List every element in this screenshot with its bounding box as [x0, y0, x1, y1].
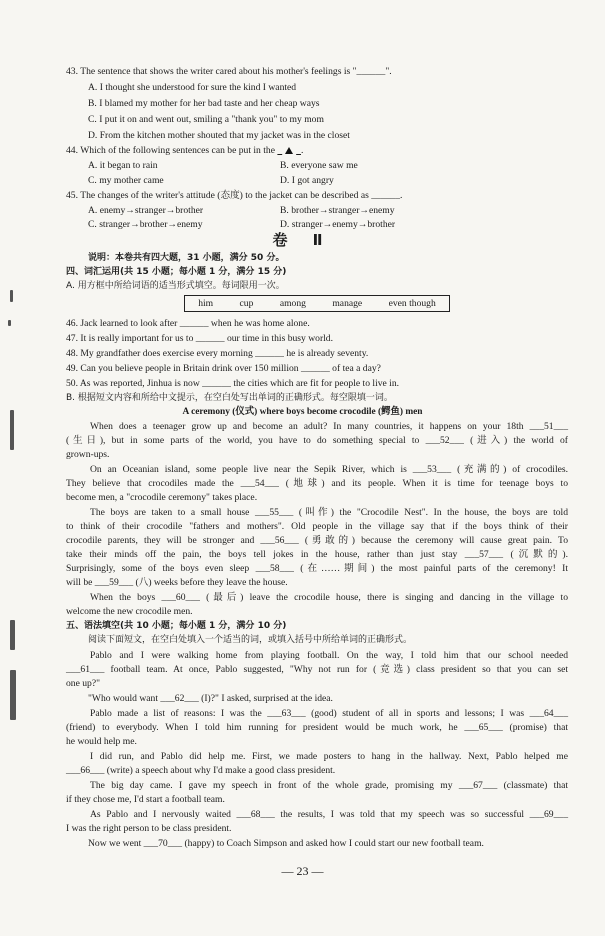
word-box-item: manage	[332, 298, 363, 309]
passage-line: ___66___ (write) a speech about why I'd make a good class president.	[66, 765, 336, 776]
q44-option-c: C. my mother came	[88, 175, 164, 186]
word-box-item: cup	[239, 298, 254, 309]
q44-stem: 44. Which of the following sentences can be put in the .	[66, 145, 304, 156]
passage-title: A ceremony (仪式) where boys become crocodile (鳄鱼) men	[182, 407, 423, 417]
q46: 46. Jack learned to look after ______ when he was home alone.	[66, 318, 310, 329]
passage-line: take their minds off the pain, the boys tell jokes in the house, rather than just stay ___57___ (沉默的).	[66, 549, 568, 560]
passage-line: to think of their crocodile "fathers and mothers". Old people in the village say that if the boys think of their	[66, 521, 568, 532]
passage-line: he would help me.	[66, 736, 137, 747]
passage-line: I was the right person to be class president.	[66, 823, 232, 834]
q45-option-c: C. stranger→brother→enemy	[88, 219, 203, 230]
q49: 49. Can you believe people in Britain drink over 150 million ______ of tea a day?	[66, 363, 381, 374]
part4-b-instruction: B. 根据短文内容和所给中文提示，在空白处写出单词的正确形式。每空限填一词。	[66, 393, 393, 403]
q43-option-a: A. I thought she understood for sure the kind I wanted	[88, 82, 297, 93]
passage-line: crocodile parents, they will be stronger and ___56___ (勇敢的) because the ceremony will cause great pain. To	[66, 535, 568, 546]
passage-line: become men, a "crocodile ceremony" takes place.	[66, 492, 258, 503]
section-note: 说明：本卷共有四大题，31 小题，满分 50 分。	[88, 253, 285, 263]
part4-header: 四、词汇运用(共 15 小题；每小题 1 分，满分 15 分)	[66, 267, 287, 277]
q44-option-a: A. it began to rain	[88, 160, 158, 171]
passage-line: They believe that crocodiles made the ___54___ (地球) and its people. When it is time for teenage boys to	[66, 478, 568, 489]
passage-line: ___61___ football team. At once, Pablo suggested, "Why not run for (竞选) class president so that you can set	[66, 664, 568, 675]
part4-a-instruction: A. 用方框中所给词语的适当形式填空。每词限用一次。	[66, 281, 285, 291]
word-box-item: even though	[388, 298, 436, 309]
q45-stem: 45. The changes of the writer's attitude (态度) to the jacket can be described as ______.	[66, 190, 403, 201]
q50: 50. As was reported, Jinhua is now ______ the cities which are fit for people to live in.	[66, 378, 400, 389]
q43-option-d: D. From the kitchen mother shouted that my jacket was in the closet	[88, 130, 350, 141]
q47: 47. It is really important for us to ______ our time in this busy world.	[66, 333, 333, 344]
passage-line: I did run, and Pablo did help me. First, we made posters to hang in the hallway. Next, Pablo helped me	[90, 751, 568, 762]
q48: 48. My grandfather does exercise every morning ______ he is already seventy.	[66, 348, 369, 359]
passage-line: if they chose me, I'd start a football team.	[66, 794, 225, 805]
passage-line: Pablo made a list of reasons: I was the ___63___ (good) student of all in sports and lessons; I was ___64___	[90, 708, 568, 719]
passage-line: As Pablo and I nervously waited ___68___ the results, I was told that my speech was so successful ___69___	[90, 809, 568, 820]
q43-stem: 43. The sentence that shows the writer cared about his mother's feelings is "______".	[66, 66, 392, 77]
q45-option-a: A. enemy→stranger→brother	[88, 205, 204, 216]
q44-option-d: D. I got angry	[280, 175, 334, 186]
q43-option-c: C. I put it on and went out, smiling a "thank you" to my mom	[88, 114, 324, 125]
q43-option-b: B. I blamed my mother for her bad taste and her cheap ways	[88, 98, 320, 109]
passage-line: On an Oceanian island, some people live near the Sepik River, which is ___53___ (充满的) of crocodiles.	[90, 464, 568, 475]
triangle-blank-icon	[285, 147, 293, 154]
word-box-item: him	[198, 298, 214, 309]
q44-option-b: B. everyone saw me	[280, 160, 358, 171]
passage-line: When does a teenager grow up and become an adult? In many countries, it happens on your 18th ___51___	[90, 421, 568, 432]
passage-line: Pablo and I were walking home from playing football. On the way, I told him that our school needed	[90, 650, 568, 661]
section-title: 卷 Ⅱ	[272, 231, 333, 249]
passage-line: one up?"	[66, 678, 101, 689]
page-number: — 23 —	[281, 864, 324, 878]
q45-option-d: D. stranger→enemy→brother	[280, 219, 396, 230]
passage-line: grown-ups.	[66, 449, 110, 460]
passage-line: Surprisingly, some of the boys even sleep ___58___ (在……期间) the most painful parts of the ceremony! It	[66, 563, 568, 574]
passage-line: "Who would want ___62___ (I)?" I asked, surprised at the idea.	[88, 693, 333, 704]
passage-line: When the boys ___60___ (最后) leave the crocodile house, there is singing and dancing in the village to	[90, 592, 568, 603]
passage-line: The big day came. I gave my speech in front of the whole grade, promising my ___67___ (classmate) that	[90, 780, 568, 791]
passage-line: Now we went ___70___ (happy) to Coach Simpson and asked how I could start our new football team.	[88, 838, 484, 849]
binding-marks	[10, 290, 20, 730]
passage-line: will be ___59___ (八) weeks before they leave the house.	[66, 577, 288, 588]
word-box	[184, 295, 450, 312]
passage-line: welcome the new crocodile men.	[66, 606, 193, 617]
word-box-item: among	[279, 298, 306, 309]
passage-line: (friend) to everybody. When I told him running for president would be much work, he ___65___ (promise) that	[66, 722, 568, 733]
q45-option-b: B. brother→stranger→enemy	[280, 205, 395, 216]
part5-instruction: 阅读下面短文，在空白处填入一个适当的词，或填入括号中所给单词的正确形式。	[88, 635, 413, 645]
passage-line: (生日), but in some parts of the world, you have to do something special to ___52___ (进入) the world of	[66, 435, 568, 446]
part5-header: 五、语法填空(共 10 小题；每小题 1 分，满分 10 分)	[66, 621, 287, 631]
passage-line: The boys are taken to a small house ___55___ (叫作) the "Crocodile Nest". In the house, the boys are told	[90, 507, 568, 518]
